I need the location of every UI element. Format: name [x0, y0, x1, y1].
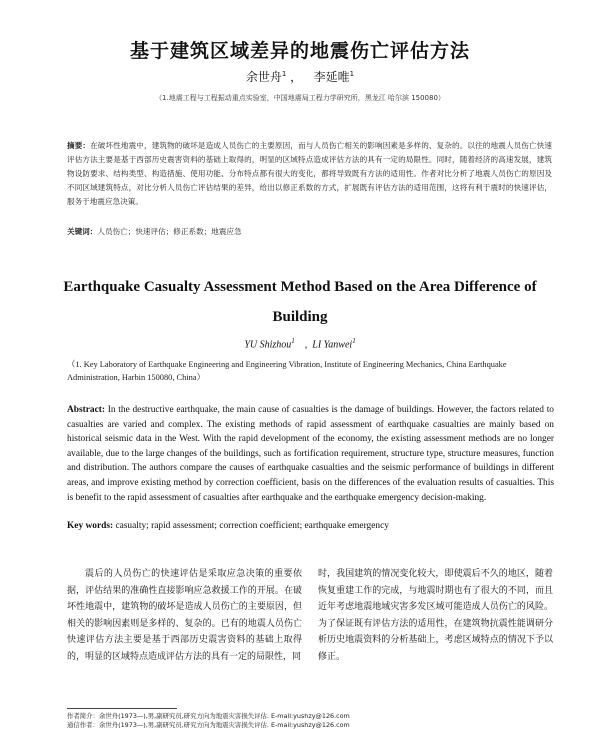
- english-author-1: YU Shizhou: [244, 339, 292, 351]
- chinese-abstract-label: 摘要：: [67, 141, 91, 150]
- english-abstract-label: Abstract:: [67, 405, 106, 415]
- chinese-affiliation: （1.地震工程与工程振动重点实验室，中国地震局工程力学研究所，黑龙江 哈尔滨 150080）: [155, 94, 445, 102]
- english-authors: [0, 337, 600, 350]
- chinese-keywords-label: 关键词：: [67, 227, 98, 236]
- footnote-author-bio: 作者简介：余世舟(1973—),男,副研究员,研究方向为地震灾害损失评估. E-mail:yushzy@126.com: [67, 712, 350, 720]
- english-keywords-label: Key words:: [67, 521, 114, 531]
- chinese-author-2: 李延唯: [313, 70, 350, 84]
- body-left-column: 震后的人员伤亡的快速评估是采取应急决策的重要依据，评估结果的准确性直接影响应急救援工作的开展。在破坏性地震中，建筑物的破坏是造成人员伤亡的主要原因，但相关的影响因素则是多样的、复杂的。已有的地震人员伤亡快速评估方法主要是基于西部历史震害资料的基础上取得的，明显的区域特点造成评估方法的具有一定的局限性，同: [67, 569, 302, 662]
- english-keywords: [67, 521, 554, 531]
- english-affiliation: （1. Key Laboratory of Earthquake Engineering and Engineering Vibration, Institute of Engineering Mechanics, China Earthquake Administration, Harbin 150080, China）: [67, 360, 507, 382]
- chinese-title: 基于建筑区域差异的地震伤亡评估方法: [129, 40, 470, 62]
- english-author-1-sup: 1: [291, 337, 295, 345]
- body-right-column: 时，我国建筑的情况变化较大，即使震后不久的地区，随着恢复重建工作的完成，与地震时期也有了很大的不同，而且近年考虑地震地域灾害多发区域可能造成人员伤亡的风险。为了保证既有评估方法的适用性，在建筑物抗震性能调研分析历史地震资料的分析基础上，考虑区域特点的情况下予以修正。: [318, 569, 553, 662]
- english-title: Earthquake Casualty Assessment Method Based on the Area Difference of Building: [63, 279, 537, 325]
- footnote-corresponding-author: 通信作者：余世舟(1973—),男,副研究员,研究方向为地震灾害损失评估. E-mail:yushzy@126.com: [67, 721, 350, 729]
- chinese-abstract-text: 在破坏性地震中，建筑物的破坏是造成人员伤亡的主要原因，而与人员伤亡相关的影响因素是多样的、复杂的。以往的地震人员伤亡快速评估方法主要是基于西部历史震害资料的基础上取得的，明显的区域特点造成评估方法的具有一定的局限性。同时，随着经济的高速发展，建筑物设防要求、结构类型、构造措施、使用功能、分布特点都有很大的变化，都将导致既有方法的适用性。作者对比分析了地震人员伤亡的原因及不同区域建筑特点，对比分析人员伤亡评估结果的差异，给出以修正系数的方式，扩展既有评估方法的适用范围，这将有利于震时的快速评估，服务于地震应急决策。: [67, 141, 553, 206]
- english-author-2: LI Yanwei: [312, 339, 353, 351]
- chinese-author-2-sup: 1: [349, 70, 355, 78]
- chinese-keywords: [67, 226, 552, 237]
- chinese-abstract: [67, 139, 552, 209]
- chinese-authors: [0, 68, 600, 85]
- english-keywords-text: casualty; rapid assessment; correction coefficient; earthquake emergency: [115, 521, 389, 531]
- chinese-keywords-text: 人员伤亡；快速评估；修正系数；地震应急: [97, 227, 242, 236]
- chinese-author-separator: ，: [290, 70, 303, 84]
- footnote-divider: [67, 708, 177, 709]
- chinese-author-1-sup: 1: [281, 70, 287, 78]
- chinese-author-1: 余世舟: [245, 70, 282, 84]
- english-abstract: [67, 403, 554, 505]
- english-author-separator: ,: [304, 339, 308, 351]
- english-author-2-sup: 1: [352, 337, 356, 345]
- english-abstract-text: In the destructive earthquake, the main cause of casualties is the damage of buildings. However, the factors related to casualties are varied and complex. The existing methods of rapid assessment of earthquake casualties are mainly based on historical seismic data in the West. With the rapid development of the economy, the existing assessment methods are no longer available, due to the large changes of the buildings, such as fortification requirement, structure type, structure measures, function and distribution. The authors compare the causes of earthquake casualties and the seismic performance of buildings in different areas, and improve existing method by correction coefficient, basis on the differences of the evaluation results of casualties. This is benefit to the rapid assessment of casualties after earthquake and the earthquake emergency decision-making.: [67, 405, 554, 503]
